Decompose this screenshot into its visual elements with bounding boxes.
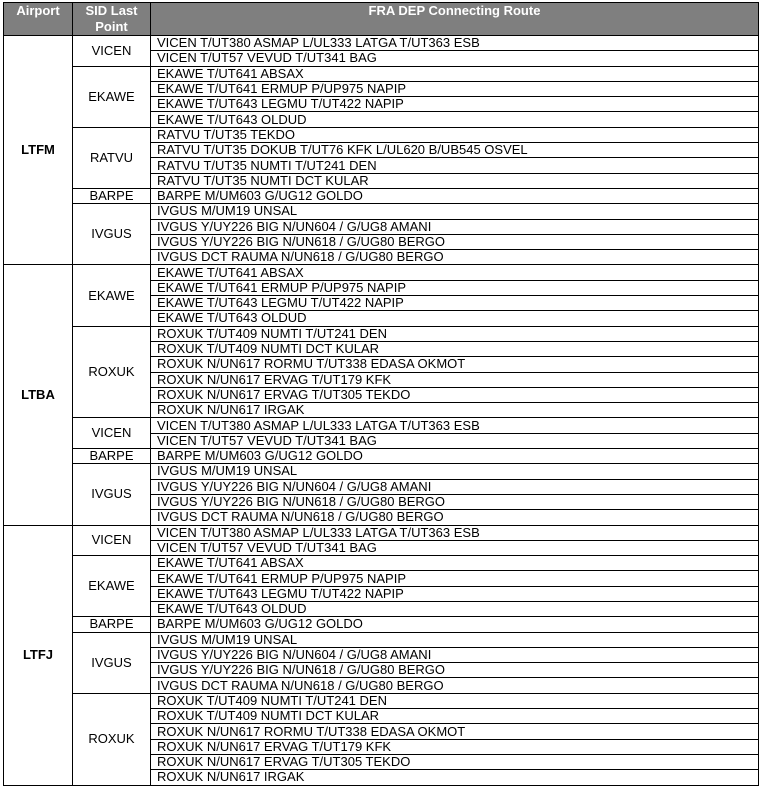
sid-cell: BARPE (73, 449, 151, 464)
route-cell: ROXUK N/UN617 IRGAK (151, 403, 759, 418)
route-cell: EKAWE T/UT641 ERMUP P/UP975 NAPIP (151, 280, 759, 295)
route-cell: ROXUK N/UN617 ERVAG T/UT179 KFK (151, 739, 759, 754)
header-airport: Airport (4, 3, 73, 36)
route-cell: EKAWE T/UT643 OLDUD (151, 112, 759, 127)
route-cell: ROXUK N/UN617 RORMU T/UT338 EDASA OKMOT (151, 357, 759, 372)
sid-cell: ROXUK (73, 326, 151, 418)
route-cell: BARPE M/UM603 G/UG12 GOLDO (151, 617, 759, 632)
route-cell: BARPE M/UM603 G/UG12 GOLDO (151, 188, 759, 203)
sid-cell: ROXUK (73, 693, 151, 785)
route-cell: VICEN T/UT380 ASMAP L/UL333 LATGA T/UT363 ESB (151, 525, 759, 540)
sid-cell: EKAWE (73, 265, 151, 326)
airport-cell: LTFM (4, 36, 73, 265)
route-cell: IVGUS Y/UY226 BIG N/UN604 / G/UG8 AMANI (151, 647, 759, 662)
route-cell: IVGUS Y/UY226 BIG N/UN618 / G/UG80 BERGO (151, 494, 759, 509)
table-body (4, 36, 759, 786)
route-cell: ROXUK T/UT409 NUMTI T/UT241 DEN (151, 326, 759, 341)
table-row (4, 188, 759, 203)
route-cell: ROXUK T/UT409 NUMTI DCT KULAR (151, 341, 759, 356)
route-cell: EKAWE T/UT643 OLDUD (151, 601, 759, 616)
sid-cell: BARPE (73, 617, 151, 632)
table-row (4, 66, 759, 81)
route-cell: RATVU T/UT35 DOKUB T/UT76 KFK L/UL620 B/UB545 OSVEL (151, 143, 759, 158)
route-cell: BARPE M/UM603 G/UG12 GOLDO (151, 449, 759, 464)
route-cell: IVGUS DCT RAUMA N/UN618 / G/UG80 BERGO (151, 510, 759, 525)
sid-cell: IVGUS (73, 632, 151, 693)
route-cell: IVGUS Y/UY226 BIG N/UN618 / G/UG80 BERGO (151, 663, 759, 678)
route-cell: ROXUK N/UN617 ERVAG T/UT305 TEKDO (151, 387, 759, 402)
table-row (4, 204, 759, 219)
header-row (4, 3, 759, 36)
route-cell: EKAWE T/UT643 LEGMU T/UT422 NAPIP (151, 97, 759, 112)
table-row (4, 36, 759, 51)
route-cell: IVGUS Y/UY226 BIG N/UN604 / G/UG8 AMANI (151, 219, 759, 234)
route-cell: ROXUK T/UT409 NUMTI DCT KULAR (151, 709, 759, 724)
airport-cell: LTFJ (4, 525, 73, 785)
sid-cell: IVGUS (73, 464, 151, 525)
table-row (4, 632, 759, 647)
route-cell: EKAWE T/UT643 LEGMU T/UT422 NAPIP (151, 296, 759, 311)
table-row (4, 265, 759, 280)
route-cell: RATVU T/UT35 NUMTI DCT KULAR (151, 173, 759, 188)
table-row (4, 418, 759, 433)
route-cell: ROXUK N/UN617 ERVAG T/UT179 KFK (151, 372, 759, 387)
table-row (4, 525, 759, 540)
route-cell: EKAWE T/UT643 LEGMU T/UT422 NAPIP (151, 586, 759, 601)
table-row (4, 617, 759, 632)
route-cell: IVGUS M/UM19 UNSAL (151, 632, 759, 647)
table-row (4, 127, 759, 142)
table-row (4, 326, 759, 341)
route-cell: IVGUS DCT RAUMA N/UN618 / G/UG80 BERGO (151, 678, 759, 693)
route-cell: RATVU T/UT35 NUMTI T/UT241 DEN (151, 158, 759, 173)
table-row (4, 693, 759, 708)
airport-cell: LTBA (4, 265, 73, 525)
table-row (4, 449, 759, 464)
sid-cell: EKAWE (73, 556, 151, 617)
route-cell: VICEN T/UT57 VEVUD T/UT341 BAG (151, 433, 759, 448)
route-cell: IVGUS M/UM19 UNSAL (151, 464, 759, 479)
route-cell: IVGUS Y/UY226 BIG N/UN604 / G/UG8 AMANI (151, 479, 759, 494)
route-cell: EKAWE T/UT643 OLDUD (151, 311, 759, 326)
sid-cell: VICEN (73, 418, 151, 449)
sid-cell: VICEN (73, 36, 151, 67)
sid-cell: BARPE (73, 188, 151, 203)
route-cell: IVGUS DCT RAUMA N/UN618 / G/UG80 BERGO (151, 250, 759, 265)
route-cell: EKAWE T/UT641 ABSAX (151, 66, 759, 81)
route-cell: VICEN T/UT380 ASMAP L/UL333 LATGA T/UT363 ESB (151, 418, 759, 433)
route-cell: RATVU T/UT35 TEKDO (151, 127, 759, 142)
header-sid-last-point: SID Last Point (73, 3, 151, 36)
route-cell: EKAWE T/UT641 ERMUP P/UP975 NAPIP (151, 81, 759, 96)
route-cell: IVGUS M/UM19 UNSAL (151, 204, 759, 219)
route-cell: IVGUS Y/UY226 BIG N/UN618 / G/UG80 BERGO (151, 234, 759, 249)
route-cell: VICEN T/UT57 VEVUD T/UT341 BAG (151, 540, 759, 555)
route-cell: EKAWE T/UT641 ERMUP P/UP975 NAPIP (151, 571, 759, 586)
route-cell: VICEN T/UT57 VEVUD T/UT341 BAG (151, 51, 759, 66)
sid-cell: VICEN (73, 525, 151, 556)
route-cell: ROXUK N/UN617 IRGAK (151, 770, 759, 785)
header-connecting-route: FRA DEP Connecting Route (151, 3, 759, 36)
table-row (4, 464, 759, 479)
route-cell: ROXUK N/UN617 ERVAG T/UT305 TEKDO (151, 754, 759, 769)
route-cell: ROXUK N/UN617 RORMU T/UT338 EDASA OKMOT (151, 724, 759, 739)
route-cell: ROXUK T/UT409 NUMTI T/UT241 DEN (151, 693, 759, 708)
table-row (4, 556, 759, 571)
route-cell: VICEN T/UT380 ASMAP L/UL333 LATGA T/UT363 ESB (151, 36, 759, 51)
sid-cell: EKAWE (73, 66, 151, 127)
route-table (3, 2, 759, 786)
route-cell: EKAWE T/UT641 ABSAX (151, 556, 759, 571)
sid-cell: RATVU (73, 127, 151, 188)
route-cell: EKAWE T/UT641 ABSAX (151, 265, 759, 280)
sid-cell: IVGUS (73, 204, 151, 265)
